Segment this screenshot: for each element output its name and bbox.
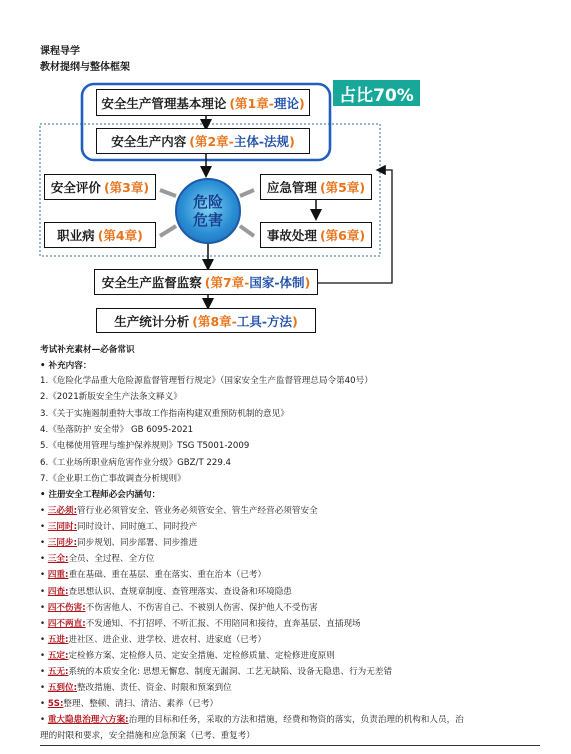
arrow-hazard-disease bbox=[160, 226, 176, 236]
bullet: • bbox=[40, 538, 48, 549]
term-key: 三必须: bbox=[47, 506, 78, 516]
term-row bbox=[40, 651, 335, 662]
bullet: • bbox=[40, 699, 48, 710]
term-text: 同时设计、同时施工、同时投产 bbox=[77, 522, 198, 533]
term-key: 5S: bbox=[47, 699, 64, 710]
bullet: • bbox=[40, 683, 48, 694]
bullet: • bbox=[40, 554, 48, 565]
arrow-hazard-emergency bbox=[240, 190, 254, 196]
box-supervision: 安全生产监督监察 (第7章-国家-体制) bbox=[94, 269, 318, 295]
term-row bbox=[40, 603, 318, 614]
page-title: 课程导学 bbox=[40, 46, 80, 57]
bullet: • bbox=[40, 634, 48, 645]
bullet: • bbox=[40, 570, 48, 581]
bullet: • bbox=[40, 522, 48, 533]
term-text: 进社区、进企业、进学校、进农村、进家庭（已考） bbox=[68, 634, 267, 645]
bullet: • bbox=[40, 602, 48, 613]
box-evaluation: 安全评价 (第3章) bbox=[44, 174, 156, 200]
term-row bbox=[40, 683, 232, 694]
term-text: 治理的目标和任务，采取的方法和措施，经费和物资的落实，负责治理的机构和人员，治 bbox=[128, 715, 464, 726]
term-key: 三全: bbox=[47, 554, 69, 565]
term-key: 四不伤害: bbox=[47, 602, 86, 613]
ratio-tag: 占比70% bbox=[333, 80, 420, 106]
term-row bbox=[40, 506, 318, 517]
box-theory: 安全生产管理基本理论 (第1章-理论) bbox=[96, 89, 310, 116]
supplement-subheading: • 补充内容： bbox=[40, 361, 92, 371]
box-content: 安全生产内容 (第2章-主体-法规) bbox=[96, 128, 310, 154]
term-text: 重在基础、重在基层、重在落实、重在治本（已考） bbox=[68, 570, 267, 581]
supplement-item: 3.《关于实施遏制重特大事故工作指南构建双重预防机制的意见》 bbox=[40, 408, 289, 419]
term-row bbox=[40, 538, 197, 549]
page-subtitle: 教材提纲与整体框架 bbox=[40, 62, 130, 73]
term-row bbox=[40, 667, 392, 678]
supplement-item: 4.《坠落防护 安全带》 GB 6095-2021 bbox=[40, 424, 194, 435]
term-row bbox=[40, 554, 154, 565]
bullet: • bbox=[40, 506, 48, 516]
framework-diagram bbox=[0, 0, 571, 340]
supplement-heading: 考试补充素材—必备常识 bbox=[40, 345, 135, 355]
supplement-item: 7.《企业职工伤亡事故调查分析规则》 bbox=[40, 473, 186, 484]
hazard-line2: 危害 bbox=[192, 211, 223, 229]
box-disease: 职业病 (第4章) bbox=[44, 222, 156, 248]
term-key: 四重: bbox=[47, 570, 69, 581]
term-text: 不发通知、不打招呼、不听汇报、不用陪同和接待，直奔基层、直插现场 bbox=[85, 618, 361, 629]
terms-heading: • 注册安全工程师必会内涵句： bbox=[40, 490, 161, 500]
supplement-item: 2.《2021新版安全生产法条文释义》 bbox=[40, 392, 182, 403]
term-key: 五定: bbox=[47, 650, 69, 661]
term-key: 五到位: bbox=[47, 683, 78, 694]
term-key: 三同时: bbox=[47, 522, 78, 533]
arrow-hazard-evaluation bbox=[160, 190, 176, 196]
term-key: 四不两直: bbox=[47, 618, 86, 629]
supplement-item: 6.《工业场所职业病危害作业分级》GBZ/T 229.4 bbox=[40, 457, 232, 468]
box-statistics: 生产统计分析 (第8章-工具-方法) bbox=[96, 308, 316, 333]
term-key: 重大隐患治理六方案: bbox=[47, 715, 129, 726]
terms-last-line: 理的时限和要求，安全措施和应急预案（已考、重复考） bbox=[40, 731, 255, 741]
supplement-item: 5.《电梯使用管理与维护保养规则》TSG T5001-2009 bbox=[40, 441, 250, 452]
bullet: • bbox=[40, 650, 48, 661]
term-text: 定检修方案、定检修人员、定安全措施、定检修质量、定检修进度原则 bbox=[68, 650, 335, 661]
bottom-divider bbox=[40, 745, 540, 746]
term-text: 全员、全过程、全方位 bbox=[68, 554, 155, 565]
term-text: 查思想认识、查规章制度、查管理落实、查设备和环境隐患 bbox=[68, 586, 292, 597]
hazard-line1: 危险 bbox=[192, 193, 223, 211]
box-emergency: 应急管理 (第5章) bbox=[260, 174, 372, 200]
term-text: 整理、整顿、清扫、清洁、素养（已考） bbox=[63, 699, 219, 710]
term-text: 管行业必须管安全、管业务必须管安全、管生产经营必须管安全 bbox=[77, 506, 318, 516]
term-key: 五进: bbox=[47, 634, 69, 645]
bullet: • bbox=[40, 715, 48, 726]
term-row bbox=[40, 570, 266, 581]
term-row bbox=[40, 699, 218, 710]
term-row bbox=[40, 619, 361, 630]
hazard-circle bbox=[175, 178, 241, 244]
term-key: 五无: bbox=[47, 667, 69, 677]
term-text: 同步规划、同步部署、同步推进 bbox=[77, 538, 198, 549]
term-row bbox=[40, 715, 464, 726]
term-key: 三同步: bbox=[47, 538, 78, 549]
bullet: • bbox=[40, 667, 48, 677]
box-accident: 事故处理 (第6章) bbox=[260, 222, 372, 248]
supplement-item: 1.《危险化学品重大危险源监督管理暂行规定》（国家安全生产监督管理总局令第40号） bbox=[40, 376, 373, 386]
bullet: • bbox=[40, 618, 48, 629]
arrow-hazard-accident bbox=[240, 226, 254, 236]
bullet: • bbox=[40, 586, 48, 597]
term-row bbox=[40, 587, 292, 598]
term-row bbox=[40, 635, 266, 646]
term-row bbox=[40, 522, 197, 533]
term-text: 系统的本质安全化: 思想无懈怠、制度无漏洞、工艺无缺陷、设备无隐患、行为无差错 bbox=[68, 667, 393, 677]
term-key: 四查: bbox=[47, 586, 69, 597]
term-text: 整改措施、责任、资金、时限和预案到位 bbox=[77, 683, 232, 694]
term-text: 不伤害他人、不伤害自己、不被别人伤害、保护他人不受伤害 bbox=[85, 602, 318, 613]
